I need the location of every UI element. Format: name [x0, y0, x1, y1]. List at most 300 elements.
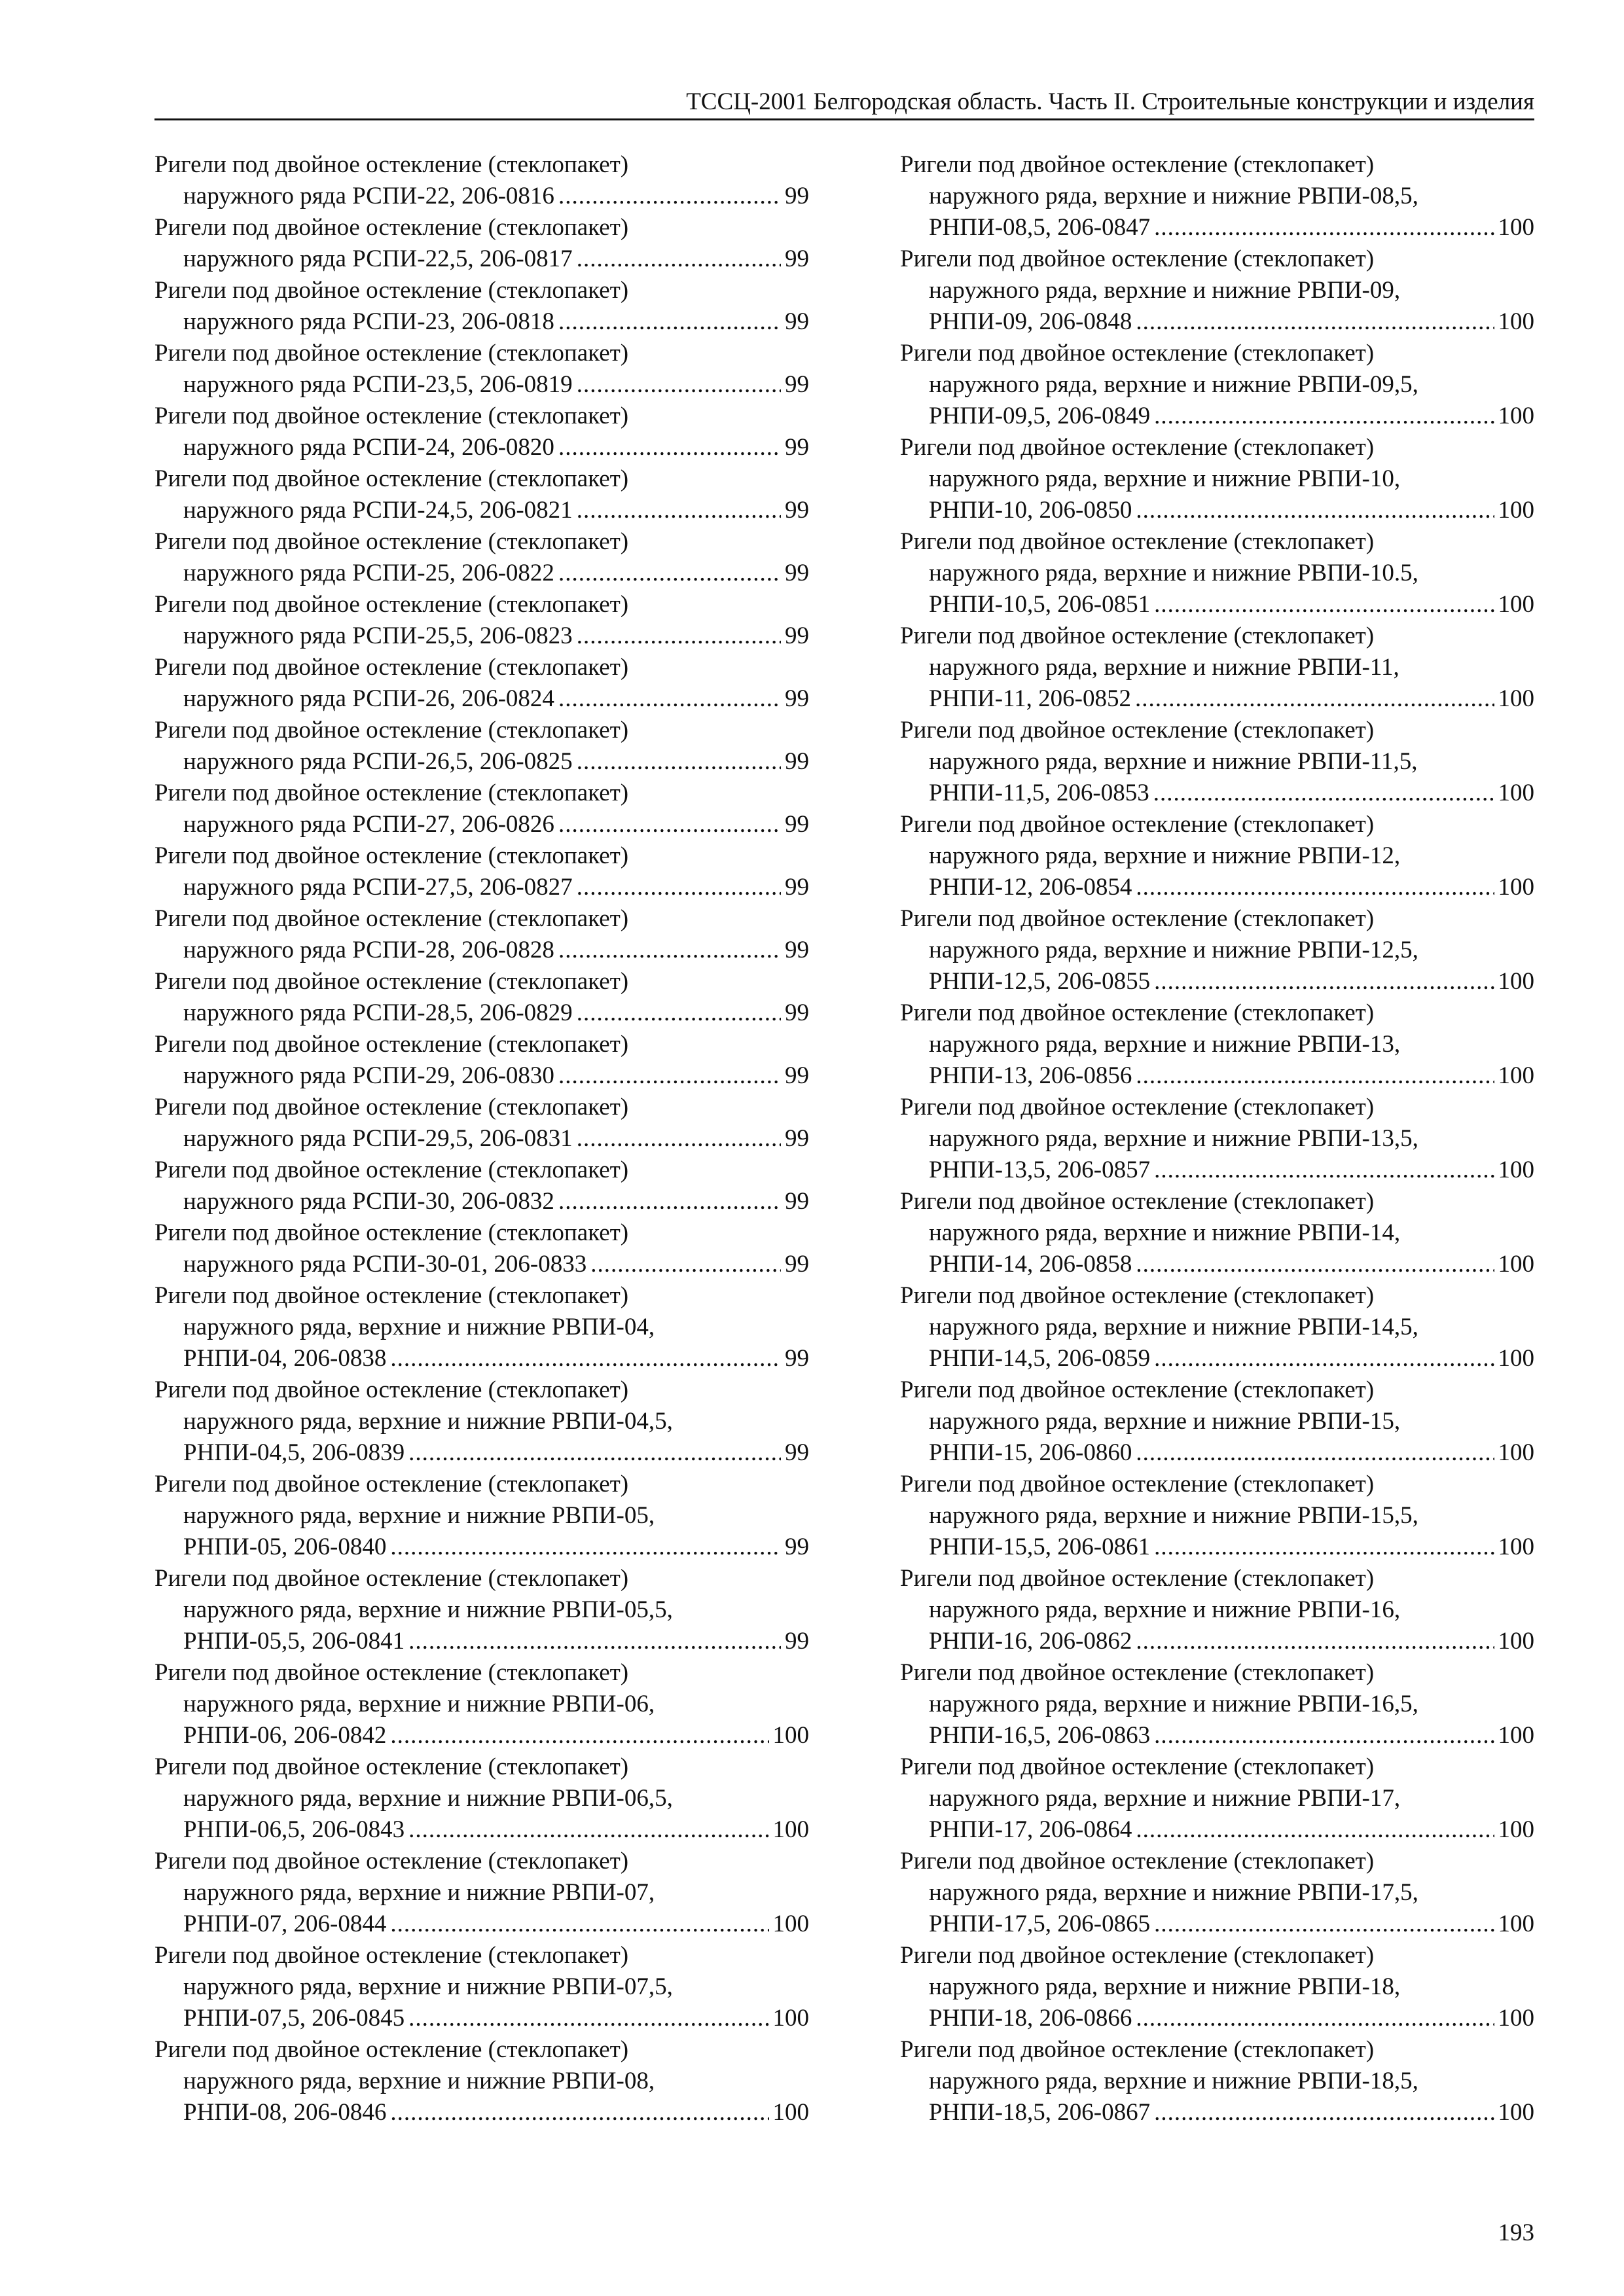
- index-entry-text: РНПИ-11, 206-0852: [929, 685, 1132, 712]
- index-entry: [154, 1469, 809, 1563]
- index-entry-text: РНПИ-13, 206-0856: [929, 1062, 1132, 1089]
- index-entry-line: Ригели под двойное остекление (стеклопакет): [900, 1094, 1375, 1121]
- dot-leader: [390, 1720, 768, 1751]
- dot-leader: [558, 1060, 781, 1092]
- index-entry-line: наружного ряда, верхние и нижние РВПИ-18,5,: [929, 2068, 1418, 2094]
- index-entry-line: Ригели под двойное остекление (стеклопакет): [154, 1219, 629, 1246]
- index-entry-line: Ригели под двойное остекление (стеклопакет): [154, 277, 629, 304]
- index-entry-text: наружного ряда РСПИ-29, 206-0830: [183, 1062, 554, 1089]
- index-entry-page: 100: [772, 2099, 809, 2126]
- index-entry-last-line: [154, 997, 809, 1029]
- dot-leader: [1154, 966, 1494, 997]
- index-entry: [900, 1657, 1534, 1751]
- index-entry-line: наружного ряда, верхние и нижние РВПИ-15,5,: [929, 1502, 1418, 1529]
- index-entry-page: 99: [785, 1439, 809, 1466]
- index-entry-page: 99: [785, 434, 809, 461]
- index-entry-last-line: [154, 1343, 809, 1374]
- index-entry: [154, 778, 809, 840]
- index-entry-page: 100: [1498, 1251, 1534, 1278]
- index-entry-last-line: [154, 1720, 809, 1751]
- index-entry-last-line: [900, 401, 1534, 432]
- index-entry-text: РНПИ-08, 206-0846: [183, 2099, 387, 2126]
- index-entry-line: Ригели под двойное остекление (стеклопакет): [154, 2036, 629, 2063]
- index-entry-text: РНПИ-12,5, 206-0855: [929, 968, 1151, 995]
- dot-leader: [408, 1437, 781, 1469]
- index-entry: [154, 1280, 809, 1374]
- index-entry: [900, 243, 1534, 338]
- index-entry-last-line: [900, 966, 1534, 997]
- index-entry-line: Ригели под двойное остекление (стеклопакет): [900, 528, 1375, 555]
- index-entry-page: 100: [1498, 497, 1534, 524]
- index-entry-last-line: [154, 181, 809, 212]
- index-entry: [900, 1280, 1534, 1374]
- index-entry: [900, 432, 1534, 526]
- dot-leader: [1153, 778, 1494, 809]
- index-entry-last-line: [154, 1437, 809, 1469]
- index-entry-page: 100: [1498, 874, 1534, 901]
- index-entry-line: Ригели под двойное остекление (стеклопакет): [154, 1848, 629, 1874]
- running-header: [154, 86, 1534, 120]
- index-entry-page: 100: [1498, 214, 1534, 241]
- index-entry: [900, 997, 1534, 1092]
- index-entry-text: РНПИ-15, 206-0860: [929, 1439, 1132, 1466]
- index-entry-last-line: [900, 1909, 1534, 1940]
- index-entry-line: наружного ряда, верхние и нижние РВПИ-06,: [183, 1691, 655, 1717]
- index-entry-last-line: [154, 683, 809, 715]
- dot-leader: [577, 243, 781, 275]
- index-entry-page: 100: [1498, 591, 1534, 618]
- index-entry-line: наружного ряда, верхние и нижние РВПИ-14,: [929, 1219, 1401, 1246]
- index-entry-last-line: [900, 872, 1534, 903]
- index-entry-last-line: [154, 243, 809, 275]
- index-entry-text: РНПИ-14,5, 206-0859: [929, 1345, 1151, 1372]
- dot-leader: [1154, 1720, 1494, 1751]
- index-entry-line: Ригели под двойное остекление (стеклопакет): [900, 340, 1375, 367]
- index-entry-last-line: [154, 620, 809, 652]
- index-entry-last-line: [900, 1814, 1534, 1846]
- index-entry-line: Ригели под двойное остекление (стеклопакет): [154, 591, 629, 618]
- index-entry-line: наружного ряда, верхние и нижние РВПИ-10.5,: [929, 560, 1418, 586]
- index-entry: [900, 1751, 1534, 1846]
- index-entry-line: наружного ряда, верхние и нижние РВПИ-08,5,: [929, 183, 1418, 209]
- index-entry: [154, 1155, 809, 1217]
- header-title: ТССЦ-2001 Белгородская область. Часть II. Строительные конструкции и изделия: [686, 88, 1534, 115]
- index-entry-line: Ригели под двойное остекление (стеклопакет): [154, 1471, 629, 1498]
- index-entry-page: 100: [772, 1910, 809, 1937]
- index-entry-line: Ригели под двойное остекление (стеклопакет): [900, 1565, 1375, 1592]
- index-entry-last-line: [154, 1909, 809, 1940]
- dot-leader: [577, 620, 781, 652]
- index-entry-text: РНПИ-11,5, 206-0853: [929, 780, 1149, 806]
- dot-leader: [390, 1532, 781, 1563]
- index-entry-last-line: [900, 1532, 1534, 1563]
- index-entry-text: РНПИ-18,5, 206-0867: [929, 2099, 1151, 2126]
- index-entry-line: Ригели под двойное остекление (стеклопакет): [154, 842, 629, 869]
- index-entry-line: наружного ряда, верхние и нижние РВПИ-13,: [929, 1031, 1401, 1058]
- index-entry-page: 100: [1498, 2005, 1534, 2032]
- index-entry-text: РНПИ-16, 206-0862: [929, 1628, 1132, 1655]
- index-entry-line: наружного ряда, верхние и нижние РВПИ-04,5,: [183, 1408, 673, 1435]
- index-entry-text: наружного ряда РСПИ-30, 206-0832: [183, 1188, 554, 1215]
- index-entry-line: Ригели под двойное остекление (стеклопакет): [154, 1376, 629, 1403]
- dot-leader: [1136, 872, 1494, 903]
- index-entry-page: 100: [772, 1816, 809, 1843]
- index-entry-line: Ригели под двойное остекление (стеклопакет): [900, 1753, 1375, 1780]
- index-entry-line: Ригели под двойное остекление (стеклопакет): [154, 717, 629, 744]
- index-entry-page: 99: [785, 1628, 809, 1655]
- index-entry-page: 99: [785, 308, 809, 335]
- index-entry-last-line: [900, 2003, 1534, 2034]
- dot-leader: [558, 1186, 781, 1217]
- index-entry: [154, 149, 809, 212]
- dot-leader: [558, 432, 781, 463]
- index-entry-page: 100: [1498, 1062, 1534, 1089]
- dot-leader: [558, 306, 781, 338]
- dot-leader: [1154, 1532, 1494, 1563]
- dot-leader: [408, 1626, 781, 1657]
- index-entry-line: наружного ряда, верхние и нижние РВПИ-06,5,: [183, 1785, 673, 1812]
- index-entry-last-line: [154, 432, 809, 463]
- index-entry: [900, 809, 1534, 903]
- index-entry-line: наружного ряда, верхние и нижние РВПИ-13,5,: [929, 1125, 1418, 1152]
- index-entry-page: 100: [1498, 1439, 1534, 1466]
- index-entry-last-line: [900, 1626, 1534, 1657]
- index-entry-text: РНПИ-15,5, 206-0861: [929, 1534, 1151, 1560]
- index-entry: [900, 1186, 1534, 1280]
- index-entry: [154, 2034, 809, 2128]
- index-entry-last-line: [154, 306, 809, 338]
- index-entry-last-line: [900, 1155, 1534, 1186]
- dot-leader: [1136, 495, 1494, 526]
- index-entry-line: Ригели под двойное остекление (стеклопакет): [900, 151, 1375, 178]
- index-entry-text: наружного ряда РСПИ-24,5, 206-0821: [183, 497, 573, 524]
- index-entry-last-line: [900, 1720, 1534, 1751]
- index-entry-page: 99: [785, 1534, 809, 1560]
- index-entry-line: наружного ряда, верхние и нижние РВПИ-18,: [929, 1973, 1401, 2000]
- dot-leader: [558, 935, 781, 966]
- index-entry-last-line: [900, 1343, 1534, 1374]
- index-entry-line: Ригели под двойное остекление (стеклопакет): [154, 1942, 629, 1969]
- index-entry: [154, 652, 809, 715]
- index-entry-page: 100: [1498, 1157, 1534, 1183]
- index-entry-line: Ригели под двойное остекление (стеклопакет): [154, 968, 629, 995]
- index-entry: [900, 1092, 1534, 1186]
- index-entry: [154, 966, 809, 1029]
- index-entry-text: РНПИ-10,5, 206-0851: [929, 591, 1151, 618]
- index-entry-page: 100: [1498, 308, 1534, 335]
- index-entry-line: Ригели под двойное остекление (стеклопакет): [900, 1942, 1375, 1969]
- index-entry: [154, 1092, 809, 1155]
- index-entry-last-line: [154, 1123, 809, 1155]
- index-column-left: [154, 149, 809, 2128]
- dot-leader: [1154, 589, 1494, 620]
- index-entry-page: 100: [1498, 1345, 1534, 1372]
- index-entry: [154, 463, 809, 526]
- index-entry-line: Ригели под двойное остекление (стеклопакет): [900, 905, 1375, 932]
- index-entry: [154, 1940, 809, 2034]
- index-entry-line: наружного ряда, верхние и нижние РВПИ-16,5,: [929, 1691, 1418, 1717]
- index-entry: [900, 1940, 1534, 2034]
- index-entry-line: Ригели под двойное остекление (стеклопакет): [154, 1565, 629, 1592]
- index-entry-text: РНПИ-12, 206-0854: [929, 874, 1132, 901]
- dot-leader: [558, 558, 781, 589]
- dot-leader: [390, 1343, 781, 1374]
- index-entry: [900, 1563, 1534, 1657]
- index-entry-page: 99: [785, 748, 809, 775]
- index-entry-last-line: [900, 212, 1534, 243]
- index-entry-page: 100: [1498, 403, 1534, 429]
- index-entry-last-line: [900, 495, 1534, 526]
- dot-leader: [1136, 1249, 1494, 1280]
- index-entry-last-line: [154, 1626, 809, 1657]
- index-entry-line: наружного ряда, верхние и нижние РВПИ-09,: [929, 277, 1401, 304]
- dot-leader: [577, 746, 781, 778]
- index-entry: [154, 401, 809, 463]
- index-entry-text: наружного ряда РСПИ-28,5, 206-0829: [183, 999, 573, 1026]
- index-entry-line: наружного ряда, верхние и нижние РВПИ-17,5,: [929, 1879, 1418, 1906]
- header-rule: [154, 118, 1534, 120]
- index-entry-text: РНПИ-10, 206-0850: [929, 497, 1132, 524]
- index-entry-page: 100: [1498, 1816, 1534, 1843]
- dot-leader: [590, 1249, 781, 1280]
- index-entry: [154, 903, 809, 966]
- index-entry-page: 99: [785, 874, 809, 901]
- index-entry-last-line: [154, 935, 809, 966]
- index-entry: [900, 1374, 1534, 1469]
- index-entry: [900, 338, 1534, 432]
- index-entry-line: Ригели под двойное остекление (стеклопакет): [900, 245, 1375, 272]
- index-entry-text: РНПИ-14, 206-0858: [929, 1251, 1132, 1278]
- index-entry-text: наружного ряда РСПИ-26, 206-0824: [183, 685, 554, 712]
- index-entry-line: Ригели под двойное остекление (стеклопакет): [900, 1471, 1375, 1498]
- index-column-right: [900, 149, 1534, 2128]
- index-entry: [900, 2034, 1534, 2128]
- index-entry-page: 99: [785, 622, 809, 649]
- index-entry: [154, 275, 809, 338]
- index-entry-page: 100: [772, 1722, 809, 1749]
- index-entry-line: Ригели под двойное остекление (стеклопакет): [900, 999, 1375, 1026]
- index-entry-last-line: [154, 872, 809, 903]
- index-entry: [900, 526, 1534, 620]
- index-entry-line: наружного ряда, верхние и нижние РВПИ-05,: [183, 1502, 655, 1529]
- index-entry-line: Ригели под двойное остекление (стеклопакет): [900, 2036, 1375, 2063]
- index-entry-text: РНПИ-09, 206-0848: [929, 308, 1132, 335]
- index-entry-page: 100: [1498, 685, 1534, 712]
- dot-leader: [408, 1814, 768, 1846]
- index-entry-text: РНПИ-07, 206-0844: [183, 1910, 387, 1937]
- index-entry-last-line: [900, 306, 1534, 338]
- index-entry-line: наружного ряда, верхние и нижние РВПИ-09,5,: [929, 371, 1418, 398]
- index-entry-text: РНПИ-17, 206-0864: [929, 1816, 1132, 1843]
- dot-leader: [408, 2003, 768, 2034]
- index-entry-line: Ригели под двойное остекление (стеклопакет): [154, 1659, 629, 1686]
- index-entry-last-line: [900, 1249, 1534, 1280]
- index-entry-last-line: [154, 1532, 809, 1563]
- index-entry-page: 100: [1498, 1534, 1534, 1560]
- index-entry-last-line: [900, 1437, 1534, 1469]
- index-entry: [154, 1029, 809, 1092]
- index-entry-text: РНПИ-06,5, 206-0843: [183, 1816, 405, 1843]
- index-entry-text: РНПИ-08,5, 206-0847: [929, 214, 1151, 241]
- dot-leader: [558, 809, 781, 840]
- index-entry-page: 99: [785, 811, 809, 838]
- index-entry-last-line: [154, 2003, 809, 2034]
- index-entry-text: наружного ряда РСПИ-30-01, 206-0833: [183, 1251, 587, 1278]
- index-entry-line: наружного ряда, верхние и нижние РВПИ-12,: [929, 842, 1401, 869]
- index-entry-page: 100: [1498, 1628, 1534, 1655]
- index-entry: [154, 1563, 809, 1657]
- dot-leader: [577, 495, 781, 526]
- index-entry-line: наружного ряда, верхние и нижние РВПИ-10,: [929, 465, 1401, 492]
- dot-leader: [1154, 1155, 1494, 1186]
- index-entry: [154, 526, 809, 589]
- dot-leader: [577, 872, 781, 903]
- index-entry-page: 99: [785, 1251, 809, 1278]
- dot-leader: [1154, 2097, 1494, 2128]
- index-entry-page: 99: [785, 1345, 809, 1372]
- dot-leader: [1136, 1437, 1494, 1469]
- index-entry-page: 100: [1498, 1910, 1534, 1937]
- dot-leader: [1135, 683, 1494, 715]
- index-entry: [900, 1469, 1534, 1563]
- index-entry-line: Ригели под двойное остекление (стеклопакет): [154, 151, 629, 178]
- index-entry-last-line: [154, 369, 809, 401]
- index-entry-page: 100: [1498, 968, 1534, 995]
- index-entry-last-line: [154, 746, 809, 778]
- index-entry-last-line: [900, 1060, 1534, 1092]
- index-entry-last-line: [154, 495, 809, 526]
- index-entry-line: наружного ряда, верхние и нижние РВПИ-16,: [929, 1596, 1401, 1623]
- index-entry-line: Ригели под двойное остекление (стеклопакет): [154, 1094, 629, 1121]
- index-entry-line: Ригели под двойное остекление (стеклопакет): [900, 1282, 1375, 1309]
- index-entry-line: Ригели под двойное остекление (стеклопакет): [900, 622, 1375, 649]
- index-entry: [154, 212, 809, 275]
- dot-leader: [558, 683, 781, 715]
- index-entry: [900, 149, 1534, 243]
- index-entry-text: РНПИ-13,5, 206-0857: [929, 1157, 1151, 1183]
- index-entry: [154, 1374, 809, 1469]
- index-entry-text: РНПИ-17,5, 206-0865: [929, 1910, 1151, 1937]
- index-entry: [900, 620, 1534, 715]
- index-entry-text: наружного ряда РСПИ-27,5, 206-0827: [183, 874, 573, 901]
- index-entry-line: Ригели под двойное остекление (стеклопакет): [154, 465, 629, 492]
- index-entry-page: 100: [772, 2005, 809, 2032]
- dot-leader: [1154, 1909, 1494, 1940]
- index-entry: [154, 1846, 809, 1940]
- index-entry-line: наружного ряда, верхние и нижние РВПИ-08,: [183, 2068, 655, 2094]
- index-entry: [154, 338, 809, 401]
- index-entry-line: Ригели под двойное остекление (стеклопакет): [900, 1188, 1375, 1215]
- index-entry-last-line: [900, 778, 1534, 809]
- dot-leader: [1154, 1343, 1494, 1374]
- index-entry: [900, 903, 1534, 997]
- index-entry-page: 99: [785, 245, 809, 272]
- index-entry-page: 99: [785, 1125, 809, 1152]
- index-entry-line: наружного ряда, верхние и нижние РВПИ-12,5,: [929, 937, 1418, 963]
- index-entry-line: Ригели под двойное остекление (стеклопакет): [154, 654, 629, 681]
- index-entry: [900, 715, 1534, 809]
- index-entry-line: наружного ряда, верхние и нижние РВПИ-07,5,: [183, 1973, 673, 2000]
- index-entry: [154, 589, 809, 652]
- index-entry-last-line: [154, 558, 809, 589]
- index-entry-page: 99: [785, 1188, 809, 1215]
- index-entry-text: наружного ряда РСПИ-23,5, 206-0819: [183, 371, 573, 398]
- index-entry-text: РНПИ-05,5, 206-0841: [183, 1628, 405, 1655]
- index-entry-line: Ригели под двойное остекление (стеклопакет): [900, 1659, 1375, 1686]
- dot-leader: [1136, 2003, 1494, 2034]
- index-entry-line: наружного ряда, верхние и нижние РВПИ-07,: [183, 1879, 655, 1906]
- index-entry-page: 99: [785, 999, 809, 1026]
- index-entry-line: Ригели под двойное остекление (стеклопакет): [900, 434, 1375, 461]
- index-entry-text: РНПИ-18, 206-0866: [929, 2005, 1132, 2032]
- index-entry-text: РНПИ-06, 206-0842: [183, 1722, 387, 1749]
- index-entry-last-line: [900, 589, 1534, 620]
- index-entry-page: 99: [785, 937, 809, 963]
- index-entry-text: наружного ряда РСПИ-22, 206-0816: [183, 183, 554, 209]
- dot-leader: [1154, 212, 1494, 243]
- index-entry-text: наружного ряда РСПИ-29,5, 206-0831: [183, 1125, 573, 1152]
- index-entry-text: наружного ряда РСПИ-24, 206-0820: [183, 434, 554, 461]
- index-entry-line: Ригели под двойное остекление (стеклопакет): [154, 1282, 629, 1309]
- index-entry-text: наружного ряда РСПИ-28, 206-0828: [183, 937, 554, 963]
- index-entry-text: наружного ряда РСПИ-23, 206-0818: [183, 308, 554, 335]
- index-entry-page: 99: [785, 685, 809, 712]
- index-entry-line: Ригели под двойное остекление (стеклопакет): [900, 1376, 1375, 1403]
- index-entry-page: 100: [1498, 1722, 1534, 1749]
- index-entry-text: наружного ряда РСПИ-27, 206-0826: [183, 811, 554, 838]
- index-entry-last-line: [154, 1060, 809, 1092]
- index-entry-line: Ригели под двойное остекление (стеклопакет): [154, 403, 629, 429]
- index-entry-line: Ригели под двойное остекление (стеклопакет): [900, 1848, 1375, 1874]
- dot-leader: [1136, 1626, 1494, 1657]
- index-entry-text: РНПИ-04, 206-0838: [183, 1345, 387, 1372]
- index-entry-line: наружного ряда, верхние и нижние РВПИ-05,5,: [183, 1596, 673, 1623]
- index-entry-page: 99: [785, 1062, 809, 1089]
- index-entry-line: Ригели под двойное остекление (стеклопакет): [154, 1157, 629, 1183]
- index-entry-line: наружного ряда, верхние и нижние РВПИ-14,5,: [929, 1314, 1418, 1340]
- page-number: 193: [1498, 2219, 1534, 2246]
- index-entry-last-line: [900, 2097, 1534, 2128]
- index-entry-last-line: [154, 1186, 809, 1217]
- index-entry-last-line: [900, 683, 1534, 715]
- index-entry-text: РНПИ-05, 206-0840: [183, 1534, 387, 1560]
- dot-leader: [577, 1123, 781, 1155]
- index-entry-line: наружного ряда, верхние и нижние РВПИ-11,: [929, 654, 1399, 681]
- index-entry-page: 99: [785, 183, 809, 209]
- index-entry-page: 99: [785, 371, 809, 398]
- index-entry: [154, 715, 809, 778]
- index-entry: [154, 1657, 809, 1751]
- dot-leader: [558, 181, 781, 212]
- dot-leader: [390, 1909, 768, 1940]
- index-entry-last-line: [154, 2097, 809, 2128]
- index-entry-page: 100: [1498, 780, 1534, 806]
- index-entry-last-line: [154, 1814, 809, 1846]
- dot-leader: [1154, 401, 1494, 432]
- dot-leader: [1136, 306, 1494, 338]
- index-entry-text: наружного ряда РСПИ-25, 206-0822: [183, 560, 554, 586]
- index-entry-last-line: [154, 809, 809, 840]
- index-entry: [900, 1846, 1534, 1940]
- index-entry-text: наружного ряда РСПИ-25,5, 206-0823: [183, 622, 573, 649]
- index-entry-page: 99: [785, 560, 809, 586]
- index-entry-line: наружного ряда, верхние и нижние РВПИ-17,: [929, 1785, 1401, 1812]
- dot-leader: [577, 997, 781, 1029]
- index-entry: [154, 1217, 809, 1280]
- index-entry-line: Ригели под двойное остекление (стеклопакет): [900, 811, 1375, 838]
- index-entry-line: Ригели под двойное остекление (стеклопакет): [154, 214, 629, 241]
- index-entry-line: наружного ряда, верхние и нижние РВПИ-11,5,: [929, 748, 1418, 775]
